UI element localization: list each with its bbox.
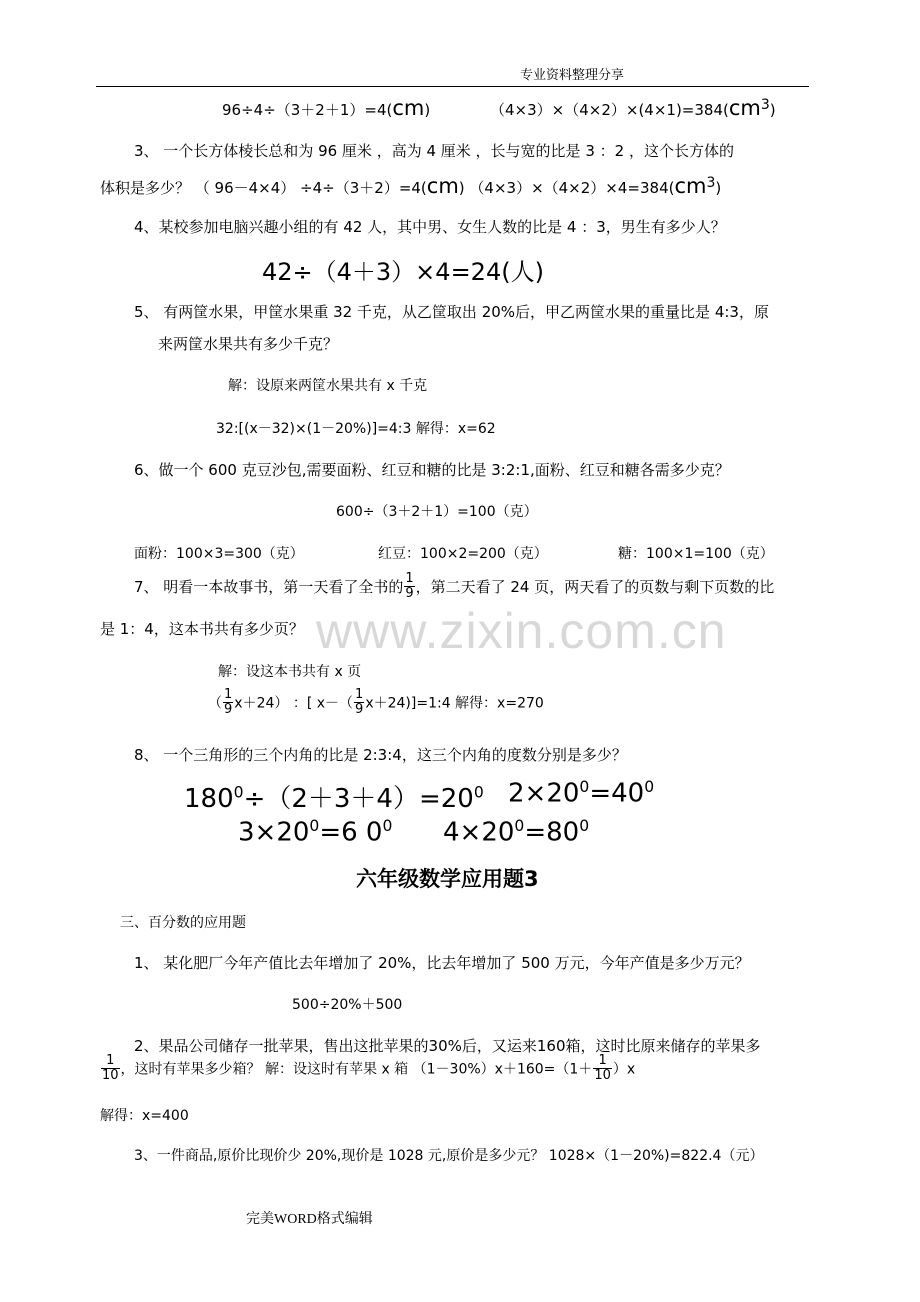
problem-1: 1、 某化肥厂今年产值比去年增加了 20%，比去年增加了 500 万元，今年产值是多少万元？ [134, 954, 750, 972]
problem-2: 2、果品公司储存一批苹果，售出这批苹果的30%后，又运来160箱，这时比原来储存的苹果多 [134, 1037, 761, 1055]
answer-5b: 32:[(x－32)×(1－20%)]=4:3 解得：x=62 [216, 421, 496, 437]
answer-6-bean: 红豆：100×2=200（克） [378, 546, 548, 562]
answer-8-line1a: $180^0\div(2+3+4)=20^0$ [184, 783, 484, 814]
question-4: 4、某校参加电脑兴趣小组的有 42 人，其中男、女生人数的比是 4 ：3，男生有多少人？ [134, 218, 726, 236]
question-5-cont: 来两筐水果共有多少千克？ [158, 335, 339, 353]
answer-5a: 解：设原来两筐水果共有 x 千克 [228, 378, 428, 394]
question-5: 5、 有两筐水果，甲筐水果重 32 千克，从乙筐取出 20%后，甲乙两筐水果的重量比是 4:3，原 [134, 303, 769, 321]
problem-2-cont: $\frac{1}{10}$ ，这时有苹果多少箱？ 解：设这时有苹果 x 箱 （1－30%）x＋160=（1＋ $\frac{1}{10}$ ）x [102, 1053, 636, 1083]
page-header: 专业资料整理分享 [520, 68, 625, 83]
answer-6-flour: 面粉：100×3=300（克） [134, 546, 304, 562]
answer-line-1b: $(4\times 3)\times(4\times 2)\times(4\times 1)=384(cm^3)$ [490, 96, 776, 120]
question-7: 7、 明看一本故事书，第一天看了全书的 $\frac{1}{9}$ ，第二天看了 24 页，两天看了的页数与剩下页数的比 [134, 571, 775, 601]
answer-p2: 解得：x=400 [100, 1108, 189, 1124]
answer-8-line2b: $4\times 20^0=80^0$ [443, 817, 590, 848]
page-footer: 完美WORD格式编辑 [246, 1212, 373, 1227]
answer-8-line2a: $3\times 20^0=6$ $0^0$ [238, 817, 393, 848]
answer-p1: 500÷20%＋500 [292, 997, 403, 1013]
answer-6-sugar: 糖：100×1=100（克） [618, 546, 774, 562]
question-3-cont: 体积是多少？ （ 96－4×4） ÷4÷（3＋2）=4(cm) $(4\times 3)\times(4\times 2)\times 4=384(cm^3)$ [100, 174, 722, 198]
question-8: 8、 一个三角形的三个内角的比是 2:3:4，这三个内角的度数分别是多少？ [134, 746, 627, 764]
fraction-one-ninth: $\frac{1}{9}$ [405, 571, 414, 601]
question-6: 6、做一个 600 克豆沙包,需要面粉、红豆和糖的比是 3:2:1,面粉、红豆和糖各需多少克？ [134, 461, 730, 479]
fraction-one-tenth: $\frac{1}{10}$ [102, 1053, 119, 1083]
watermark: www.zixin.com.cn [316, 603, 727, 659]
header-rule [96, 86, 809, 87]
problem-3: 3、一件商品,原价比现价少 20%,现价是 1028 元,原价是多少元？ 1028×（1－20%)=822.4（元） [134, 1148, 764, 1164]
section-heading-3: 三、百分数的应用题 [120, 915, 246, 931]
answer-7a: 解：设这本书共有 x 页 [218, 664, 362, 680]
answer-line-1: 96÷4÷（3＋2＋1）=4(cm) [222, 96, 431, 120]
answer-4: 42÷（4＋3）×4=24(人) [262, 258, 544, 286]
question-7-cont: 是 1：4，这本书共有多少页？ [100, 620, 304, 638]
answer-6: 600÷（3＋2＋1）=100（克） [336, 504, 538, 520]
answer-8-line1b: $2\times 20^0=40^0$ [508, 778, 655, 809]
section-title: 六年级数学应用题3 [356, 867, 539, 891]
answer-7b: （ $\frac{1}{9}$ x＋24） ：[ x－（ $\frac{1}{9}$ x＋24)]=1:4 解得：x=270 [208, 687, 544, 717]
question-3: 3、 一个长方体棱长总和为 96 厘米 ，高为 4 厘米 ，长与宽的比是 3 ：2 ，这个长方体的 [134, 142, 734, 160]
